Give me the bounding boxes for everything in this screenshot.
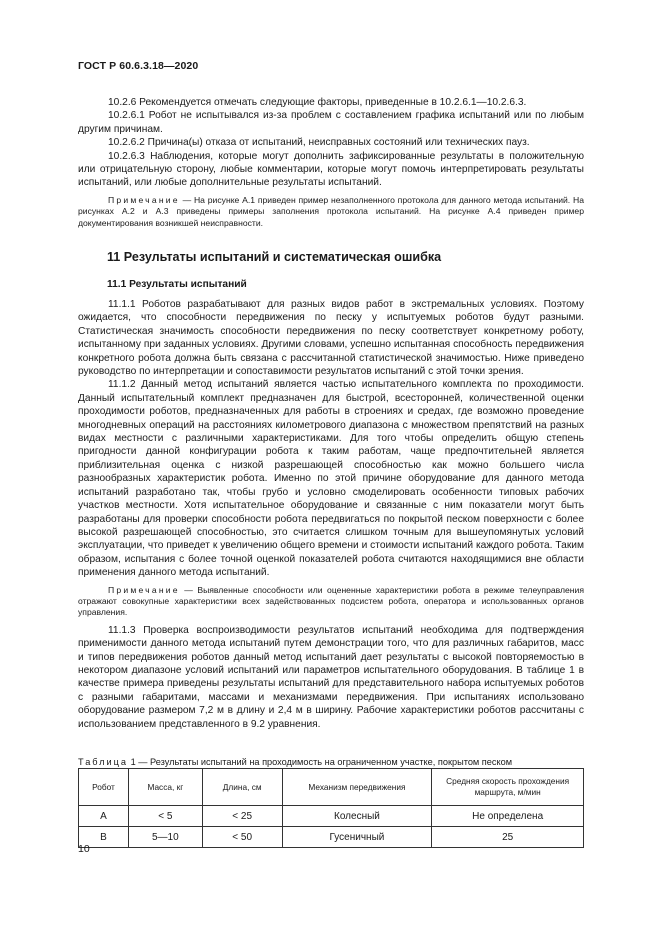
table-caption [78,757,512,767]
table-header-cell: Масса, кг [128,769,202,806]
note-label: Примечание [108,584,180,595]
paragraph: 10.2.6 Рекомендуется отмечать следующие факторы, приведенные в 10.2.6.1—10.2.6.3. [108,97,527,108]
table-header-cell: Механизм передвижения [282,769,432,806]
table-cell: < 5 [128,806,202,827]
table-caption-text: 1 — Результаты испытаний на проходимость на ограниченном участке, покрытом песком [128,757,513,767]
table-header-cell: Робот [79,769,129,806]
table-cell: A [79,806,129,827]
table-cell: Гусеничный [282,827,432,848]
note-text: — На рисунке А.1 приведен пример незаполненного протокола для данного метода испытаний. На рисунках А.2 и А.3 приведены примеры заполнения протокола испытаний. На рисунке А.4 приведен пример документирования возникшей неисправности. [78,194,584,228]
note [78,585,584,619]
table-row [79,806,584,827]
table-header-row [79,769,584,806]
table-cell: 25 [432,827,584,848]
note [78,195,584,229]
section-11-1 [78,298,584,731]
table-cell: Колесный [282,806,432,827]
table-cell: < 50 [202,827,282,848]
note-label: Примечание [108,194,180,205]
section-10-2-6 [78,96,584,229]
table-cell: B [79,827,129,848]
table-header-cell: Длина, см [202,769,282,806]
table-header-cell: Средняя скорость прохождения маршрута, м/мин [432,769,584,806]
note-text: — Выявленные способности или оцененные характеристики робота в режиме телеуправления отражают совокупные характеристики всех задействованных подсистем робота, оператора и использованных органов управления. [78,584,584,618]
section-title: 11 Результаты испытаний и систематическая ошибка [107,250,442,264]
table-cell: < 25 [202,806,282,827]
subsection-title: 11.1 Результаты испытаний [107,279,247,290]
paragraph: 10.2.6.2 Причина(ы) отказа от испытаний, неисправных состояний или технических пауз. [108,137,530,149]
paragraph: 10.2.6.1 Робот не испытывался из-за проблем с составлением графика испытаний или по любым другим причинам. [78,110,584,135]
paragraph: 10.2.6.3 Наблюдения, которые могут дополнить зафиксированные результаты в положительную или отрицательную сторону, любые комментарии, которые могут помочь интерпретировать результаты испытаний, или любые дополнительные результаты испытаний. [78,150,584,189]
results-table [78,768,584,848]
page-number: 10 [78,843,90,855]
table-cell: Не определена [432,806,584,827]
document-header: ГОСТ Р 60.6.3.18—2020 [78,60,199,72]
table-caption-label: Таблица [78,757,129,767]
paragraph: 11.1.2 Данный метод испытаний является частью испытательного комплекта по проходимости. Данный испытательный комплект предназначен для быстрой, всесторонней, количественной оценки проходимости роботов, предназначенных для работы в строениях и средах, где возможно проведение многодневных операций на расстояниях километрового диапазона с множеством препятствий на разных видах местности с различными характеристиками. Для того чтобы определить общую степень пригодности данной конфигурации робота к таким работам, чаще предпочтительней является приблизительная оценка с низкой разрешающей способностью как можно большего числа разнообразных характеристик робота. Именно по этой причине оборудование для данного метода испытаний разработано так, чтобы грубо и условно смоделировать особенности типовых рабочих участков местности. Хотя испытательное оборудование и связанные с ним показатели могут быть разработаны для проверки способности робота передвигаться по покрытой песком поверхности с более высокой разрешающей способностью, это считается слишком точным для вышеупомянутых условий эксплуатации, что приведет к увеличению общего времени и стоимости испытаний каждого робота. Таким образом, испытания с более точной оценкой показателей робота считаются находящимися вне области применения данного метода испытаний. [78,379,584,579]
paragraph: 11.1.3 Проверка воспроизводимости результатов испытаний необходима для подтверждения применимости данного метода испытаний путем демонстрации того, что для различных габаритов, масс и типов передвижения роботов данный метод испытаний дает результаты с высокой повторяемостью в некотором диапазоне условий испытаний или параметров испытательного оборудования. В таблице 1 в качестве примера приведены результаты испытаний для представительного набора испытуемых роботов с разными габаритами, массами и механизмами передвижения. При испытаниях использовано оборудование размером 7,2 м в длину и 2,4 м в ширину. Рабочие характеристики роботов рассчитаны с использованием представленного в 9.2 уравнения. [78,624,584,730]
table-row [79,827,584,848]
paragraph: 11.1.1 Роботов разрабатывают для разных видов работ в экстремальных условиях. Поэтому ожидается, что способности передвижения по песку у испытуемых роботов будут разными. Статистическая значимость способности передвижения по песку соответствует конкретному роботу, испытанному при заданных условиях. Другими словами, успешно испытанная способность передвижения конкретного робота должна быть связана с рассчитанной статистической значимостью. Ниже приведено руководство по интерпретации и сопоставимости результатов испытаний с этой точки зрения. [78,299,584,378]
table-cell: 5—10 [128,827,202,848]
